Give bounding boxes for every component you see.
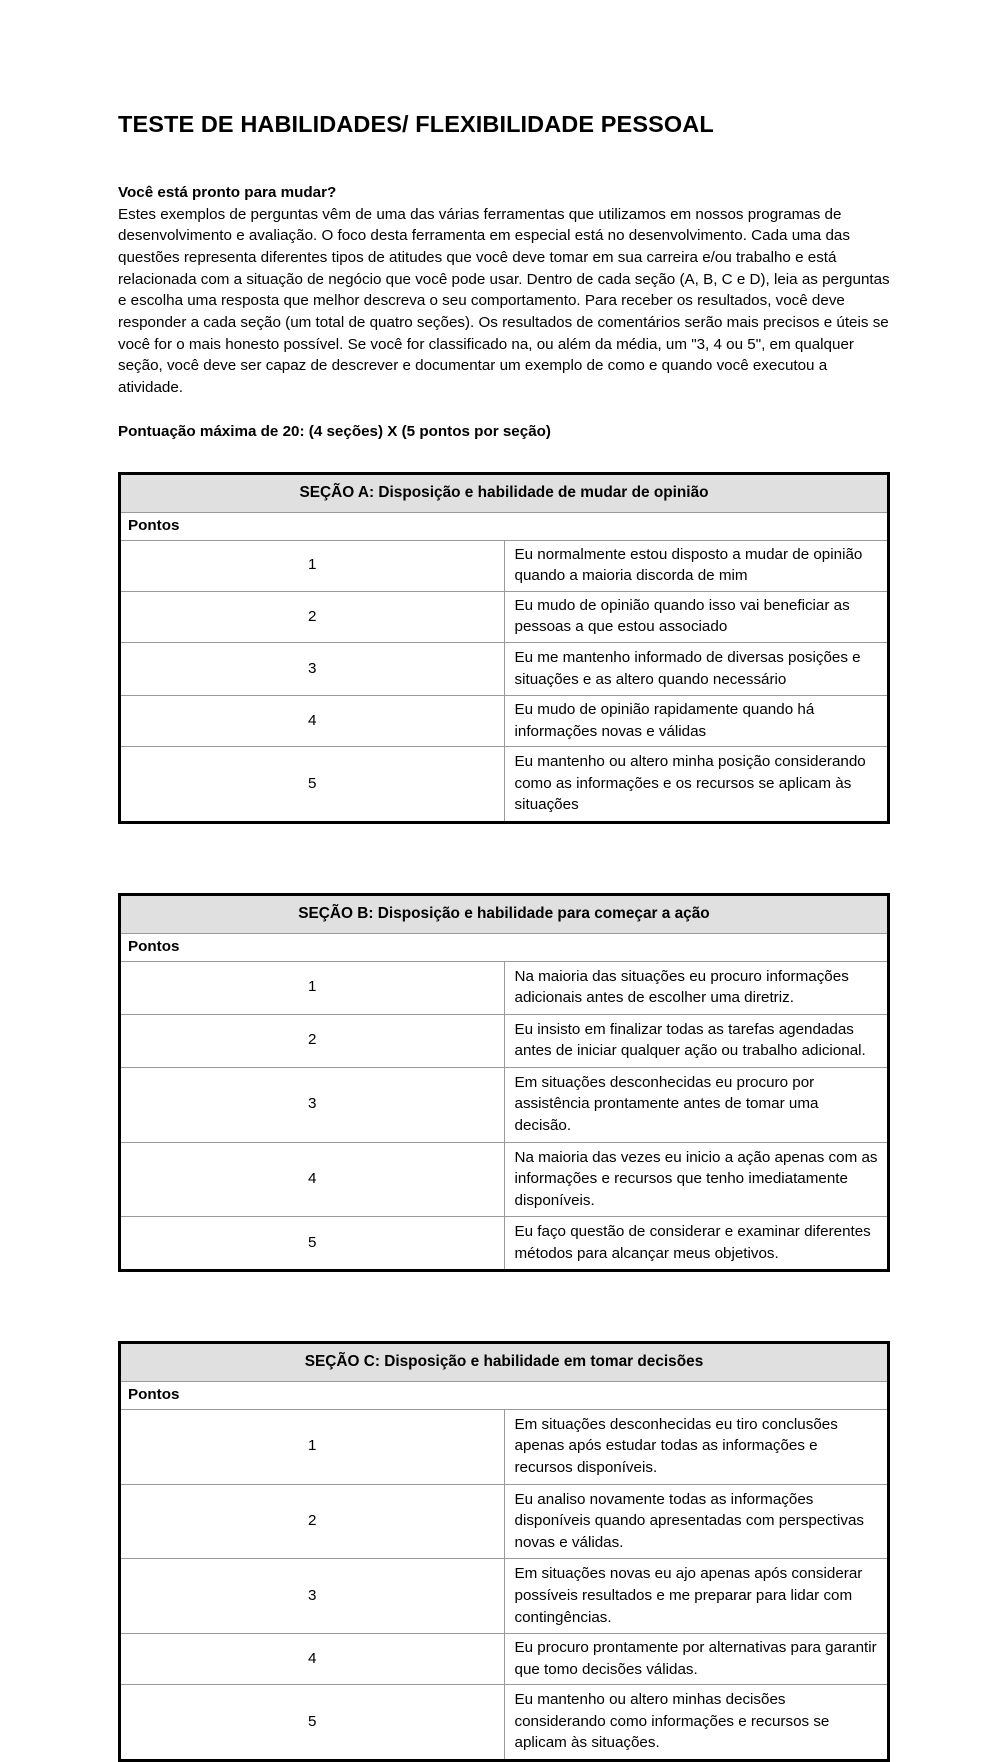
row-point-value: 3 — [120, 1559, 505, 1634]
section-table-b — [118, 893, 890, 1272]
table-row[interactable] — [120, 1484, 889, 1559]
row-point-value: 1 — [120, 1409, 505, 1484]
row-statement-text: Eu normalmente estou disposto a mudar de opinião quando a maioria discorda de mim — [504, 540, 889, 591]
row-statement-text: Eu mantenho ou altero minhas decisões considerando como informações e recursos se aplicam às situações. — [504, 1685, 889, 1761]
row-statement-text: Eu me mantenho informado de diversas posições e situações e as altero quando necessário — [504, 643, 889, 696]
table-row[interactable] — [120, 1685, 889, 1761]
row-point-value: 3 — [120, 1067, 505, 1142]
section-header-title: SEÇÃO B: Disposição e habilidade para começar a ação — [120, 895, 889, 934]
row-statement-text: Eu insisto em finalizar todas as tarefas agendadas antes de iniciar qualquer ação ou trabalho adicional. — [504, 1014, 889, 1067]
max-score-line: Pontuação máxima de 20: (4 seções) X (5 pontos por seção) — [118, 422, 551, 440]
row-point-value: 1 — [120, 540, 505, 591]
row-statement-text: Eu mudo de opinião quando isso vai beneficiar as pessoas a que estou associado — [504, 591, 889, 642]
section-table-a — [118, 472, 890, 824]
row-statement-text: Na maioria das situações eu procuro informações adicionais antes de escolher uma diretriz. — [504, 961, 889, 1014]
points-label-row — [120, 513, 889, 541]
table-row[interactable] — [120, 1217, 889, 1271]
row-point-value: 5 — [120, 1685, 505, 1761]
row-point-value: 2 — [120, 1484, 505, 1559]
table-row[interactable] — [120, 696, 889, 747]
row-statement-text: Na maioria das vezes eu inicio a ação apenas com as informações e recursos que tenho imediatamente disponíveis. — [504, 1142, 889, 1217]
table-row[interactable] — [120, 643, 889, 696]
section-header-title: SEÇÃO A: Disposição e habilidade de mudar de opinião — [120, 474, 889, 513]
row-point-value: 4 — [120, 1142, 505, 1217]
table-row[interactable] — [120, 1014, 889, 1067]
section-table-c — [118, 1341, 890, 1762]
row-statement-text: Eu faço questão de considerar e examinar diferentes métodos para alcançar meus objetivos. — [504, 1217, 889, 1271]
row-statement-text: Eu mudo de opinião rapidamente quando há informações novas e válidas — [504, 696, 889, 747]
section-header-row — [120, 1343, 889, 1382]
row-statement-text: Eu procuro prontamente por alternativas para garantir que tomo decisões válidas. — [504, 1634, 889, 1685]
section-header-title: SEÇÃO C: Disposição e habilidade em tomar decisões — [120, 1343, 889, 1382]
row-point-value: 5 — [120, 747, 505, 823]
points-column-label: Pontos — [120, 933, 889, 961]
row-statement-text: Em situações novas eu ajo apenas após considerar possíveis resultados e me preparar para lidar com contingências. — [504, 1559, 889, 1634]
points-column-label: Pontos — [120, 1382, 889, 1410]
points-label-row — [120, 933, 889, 961]
row-point-value: 2 — [120, 1014, 505, 1067]
row-point-value: 2 — [120, 591, 505, 642]
table-row[interactable] — [120, 1142, 889, 1217]
section-header-row — [120, 474, 889, 513]
row-statement-text: Em situações desconhecidas eu procuro por assistência prontamente antes de tomar uma decisão. — [504, 1067, 889, 1142]
page-title: TESTE DE HABILIDADES/ FLEXIBILIDADE PESSOAL — [118, 111, 714, 137]
lead-heading: Você está pronto para mudar? — [118, 184, 337, 202]
row-point-value: 4 — [120, 696, 505, 747]
table-row[interactable] — [120, 591, 889, 642]
table-row[interactable] — [120, 1634, 889, 1685]
row-point-value: 5 — [120, 1217, 505, 1271]
table-row[interactable] — [120, 1409, 889, 1484]
sections-container — [118, 472, 888, 1762]
row-point-value: 1 — [120, 961, 505, 1014]
table-row[interactable] — [120, 1559, 889, 1634]
table-spacer — [118, 824, 888, 861]
row-statement-text: Em situações desconhecidas eu tiro conclusões apenas após estudar todas as informações e recursos disponíveis. — [504, 1409, 889, 1484]
table-row[interactable] — [120, 747, 889, 823]
points-label-row — [120, 1382, 889, 1410]
points-column-label: Pontos — [120, 513, 889, 541]
table-row[interactable] — [120, 540, 889, 591]
row-point-value: 3 — [120, 643, 505, 696]
row-point-value: 4 — [120, 1634, 505, 1685]
row-statement-text: Eu analiso novamente todas as informações disponíveis quando apresentadas com perspectivas novas e válidas. — [504, 1484, 889, 1559]
table-row[interactable] — [120, 1067, 889, 1142]
lead-paragraph: Estes exemplos de perguntas vêm de uma das várias ferramentas que utilizamos em nossos programas de desenvolvimento e avaliação. O foco desta ferramenta em especial está no desenvolvimento. Cada uma das questões representa diferentes tipos de atitudes que você deve tomar em sua carreira e/ou trabalho e está relacionada com a situação de negócio que você pode usar. Dentro de cada seção (A, B, C e D), leia as perguntas e escolha uma resposta que melhor descreva o seu comportamento. Para receber os resultados, você deve responder a cada seção (um total de quatro seções). Os resultados de comentários serão mais precisos e úteis se você for o mais honesto possível. Se você for classificado na, ou além da média, um "3, 4 ou 5", em qualquer seção, você deve ser capaz de descrever e documentar um exemplo de como e quando você executou a atividade. — [118, 205, 890, 397]
table-spacer — [118, 1272, 888, 1309]
section-header-row — [120, 895, 889, 934]
row-statement-text: Eu mantenho ou altero minha posição considerando como as informações e os recursos se aplicam às situações — [504, 747, 889, 823]
table-row[interactable] — [120, 961, 889, 1014]
